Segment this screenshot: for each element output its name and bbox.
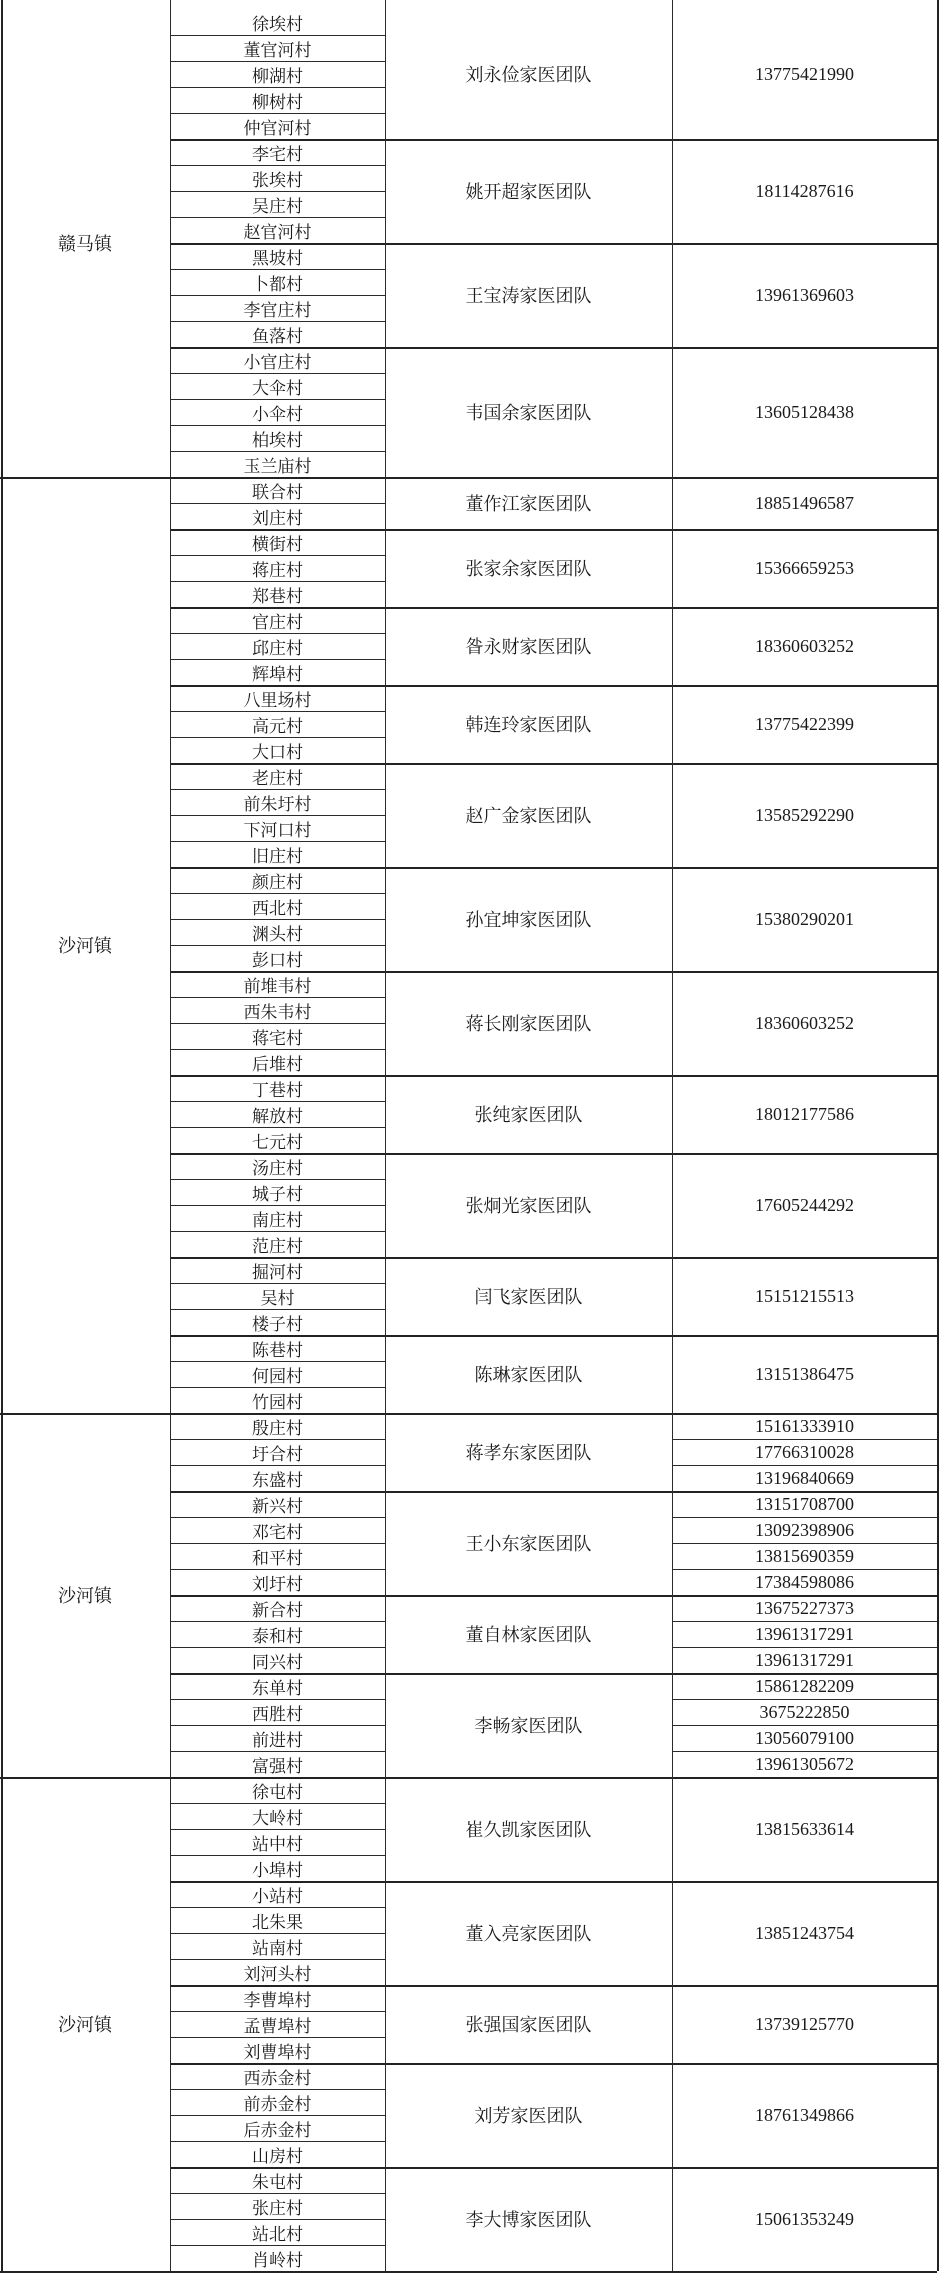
row-divider	[170, 61, 385, 62]
village-name: 高元村	[252, 716, 303, 737]
village-name: 小伞村	[252, 404, 303, 425]
village-name: 城子村	[252, 1184, 303, 1205]
village-name: 前堆韦村	[243, 976, 312, 997]
team-name: 刘永俭家医团队	[465, 65, 592, 86]
village-name: 大岭村	[252, 1808, 303, 1829]
phone-number[interactable]: 15061353249	[755, 2208, 854, 2229]
village-name: 刘庄村	[252, 508, 303, 529]
row-divider	[170, 1621, 385, 1622]
village-name: 殷庄村	[252, 1418, 303, 1439]
row-divider	[170, 737, 385, 738]
village-name: 柳树村	[252, 92, 303, 113]
row-divider	[170, 295, 385, 296]
phone-number[interactable]: 13056079100	[755, 1727, 854, 1748]
village-name: 刘圩村	[252, 1574, 303, 1595]
village-name: 陈巷村	[252, 1340, 303, 1361]
phone-number[interactable]: 13151708700	[755, 1493, 854, 1514]
phone-number[interactable]: 15151215513	[755, 1285, 854, 1306]
village-name: 站北村	[252, 2224, 303, 2245]
row-divider	[170, 1933, 385, 1934]
village-name: 邓宅村	[252, 1522, 303, 1543]
village-name: 泰和村	[252, 1626, 303, 1647]
team-name: 蒋长刚家医团队	[465, 1014, 592, 1035]
village-name: 辉埠村	[252, 664, 303, 685]
column-divider	[937, 0, 939, 2271]
village-name: 后堆村	[252, 1054, 303, 1075]
row-divider	[170, 191, 385, 192]
row-divider	[170, 1361, 385, 1362]
row-divider	[170, 2011, 385, 2012]
village-name: 掘河村	[252, 1262, 303, 1283]
phone-number[interactable]: 17384598086	[755, 1571, 854, 1592]
village-name: 玉兰庙村	[243, 456, 312, 477]
row-divider	[672, 1621, 937, 1622]
village-name: 新兴村	[252, 1496, 303, 1517]
village-name: 前朱圩村	[243, 794, 312, 815]
row-divider	[170, 997, 385, 998]
row-divider	[170, 633, 385, 634]
phone-number[interactable]: 18012177586	[755, 1103, 854, 1124]
village-name: 下河口村	[243, 820, 312, 841]
village-name: 七元村	[252, 1132, 303, 1153]
team-name: 韩连玲家医团队	[465, 715, 592, 736]
phone-number[interactable]: 13961317291	[755, 1623, 854, 1644]
row-divider	[170, 373, 385, 374]
village-name: 富强村	[252, 1756, 303, 1777]
village-name: 站南村	[252, 1938, 303, 1959]
row-divider	[170, 1725, 385, 1726]
team-name: 李大博家医团队	[465, 2210, 592, 2231]
village-name: 朱屯村	[252, 2172, 303, 2193]
phone-number[interactable]: 17766310028	[755, 1441, 854, 1462]
village-name: 西北村	[252, 898, 303, 919]
row-divider	[170, 815, 385, 816]
village-name: 孟曹埠村	[243, 2016, 312, 2037]
row-divider	[170, 1569, 385, 1570]
row-divider	[170, 1907, 385, 1908]
row-divider	[672, 1699, 937, 1700]
phone-number[interactable]: 13151386475	[755, 1363, 854, 1384]
column-divider	[385, 0, 386, 2271]
row-divider	[170, 1959, 385, 1960]
row-divider	[170, 1309, 385, 1310]
village-name: 竹园村	[252, 1392, 303, 1413]
row-divider	[170, 1205, 385, 1206]
phone-number[interactable]: 13196840669	[755, 1467, 854, 1488]
team-name: 韦国余家医团队	[465, 403, 592, 424]
phone-number[interactable]: 18114287616	[755, 180, 854, 201]
phone-number[interactable]: 15861282209	[755, 1675, 854, 1696]
row-divider	[170, 789, 385, 790]
village-name: 山房村	[252, 2146, 303, 2167]
row-divider	[170, 1803, 385, 1804]
column-divider	[170, 0, 171, 2271]
village-name: 小站村	[252, 1886, 303, 1907]
village-name: 李官庄村	[243, 300, 312, 321]
village-name: 何园村	[252, 1366, 303, 1387]
town-name: 沙河镇	[58, 936, 112, 957]
team-name: 赵广金家医团队	[465, 806, 592, 827]
row-divider	[170, 1699, 385, 1700]
phone-number[interactable]: 17605244292	[755, 1194, 854, 1215]
village-name: 蒋宅村	[252, 1028, 303, 1049]
village-name: 郑巷村	[252, 586, 303, 607]
row-divider	[170, 1127, 385, 1128]
village-name: 圩合村	[252, 1444, 303, 1465]
phone-number[interactable]: 13092398906	[755, 1519, 854, 1540]
row-divider	[170, 2037, 385, 2038]
row-divider	[170, 1283, 385, 1284]
row-divider	[170, 945, 385, 946]
row-divider	[170, 425, 385, 426]
village-name: 赵官河村	[243, 222, 312, 243]
village-name: 后赤金村	[243, 2120, 312, 2141]
phone-number[interactable]: 13961317291	[755, 1649, 854, 1670]
team-name: 闫飞家医团队	[474, 1287, 583, 1308]
village-name: 西朱韦村	[243, 1002, 312, 1023]
village-name: 董官河村	[243, 40, 312, 61]
village-name: 和平村	[252, 1548, 303, 1569]
phone-number[interactable]: 3675222850	[759, 1701, 850, 1722]
row-divider	[672, 1725, 937, 1726]
row-divider	[170, 1517, 385, 1518]
row-divider	[170, 451, 385, 452]
row-divider	[170, 1543, 385, 1544]
row-divider	[170, 87, 385, 88]
village-name: 黑坡村	[252, 248, 303, 269]
village-name: 大伞村	[252, 378, 303, 399]
village-name: 南庄村	[252, 1210, 303, 1231]
row-divider	[170, 1387, 385, 1388]
village-name: 同兴村	[252, 1652, 303, 1673]
row-divider	[170, 2141, 385, 2142]
phone-number[interactable]: 13675227373	[755, 1597, 854, 1618]
village-name: 西胜村	[252, 1704, 303, 1725]
row-divider	[672, 1517, 937, 1518]
phone-number[interactable]: 18360603252	[755, 635, 854, 656]
village-name: 邱庄村	[252, 638, 303, 659]
row-divider	[170, 1829, 385, 1830]
phone-number[interactable]: 13961305672	[755, 1753, 854, 1774]
row-divider	[170, 1855, 385, 1856]
column-divider	[672, 0, 673, 2271]
team-name: 张纯家医团队	[474, 1105, 583, 1126]
village-name: 柳湖村	[252, 66, 303, 87]
team-name: 张强国家医团队	[465, 2015, 592, 2036]
row-divider	[170, 269, 385, 270]
row-divider	[170, 1101, 385, 1102]
village-name: 张庄村	[252, 2198, 303, 2219]
phone-number[interactable]: 18360603252	[755, 1012, 854, 1033]
village-name: 彭口村	[252, 950, 303, 971]
row-divider	[170, 165, 385, 166]
village-name: 颜庄村	[252, 872, 303, 893]
village-name: 前赤金村	[243, 2094, 312, 2115]
row-divider	[170, 893, 385, 894]
row-divider	[170, 1647, 385, 1648]
village-name: 李宅村	[252, 144, 303, 165]
village-name: 八里场村	[243, 690, 312, 711]
row-divider	[170, 1049, 385, 1050]
row-divider	[170, 1179, 385, 1180]
village-name: 小埠村	[252, 1860, 303, 1881]
team-name: 孙宜坤家医团队	[465, 910, 592, 931]
town-name: 赣马镇	[58, 234, 112, 255]
town-name: 沙河镇	[58, 2015, 112, 2036]
village-name: 前进村	[252, 1730, 303, 1751]
row-divider	[170, 1231, 385, 1232]
row-divider	[170, 2219, 385, 2220]
row-divider	[170, 1023, 385, 1024]
village-name: 范庄村	[252, 1236, 303, 1257]
row-divider	[170, 2193, 385, 2194]
village-name: 渊头村	[252, 924, 303, 945]
phone-number[interactable]: 13815690359	[755, 1545, 854, 1566]
row-divider	[170, 113, 385, 114]
village-name: 刘河头村	[243, 1964, 312, 1985]
phone-number[interactable]: 15366659253	[755, 557, 854, 578]
village-name: 张埃村	[252, 170, 303, 191]
team-name: 张炯光家医团队	[465, 1196, 592, 1217]
row-divider	[0, 2271, 937, 2273]
village-name: 徐埃村	[252, 14, 303, 35]
village-name: 徐屯村	[252, 1782, 303, 1803]
row-divider	[170, 2115, 385, 2116]
village-name: 联合村	[252, 482, 303, 503]
team-name: 姚开超家医团队	[465, 182, 592, 203]
phone-number[interactable]: 13961369603	[755, 284, 854, 305]
row-divider	[170, 919, 385, 920]
team-name: 董入亮家医团队	[465, 1924, 592, 1945]
village-name: 丁巷村	[252, 1080, 303, 1101]
village-name: 北朱果	[252, 1912, 303, 1933]
column-divider	[1, 0, 3, 2271]
team-name: 李畅家医团队	[474, 1716, 583, 1737]
village-name: 解放村	[252, 1106, 303, 1127]
village-name: 李曹埠村	[243, 1990, 312, 2011]
phone-number[interactable]: 13739125770	[755, 2013, 854, 2034]
team-name: 董自林家医团队	[465, 1625, 592, 1646]
village-name: 官庄村	[252, 612, 303, 633]
row-divider	[170, 841, 385, 842]
village-name: 新合村	[252, 1600, 303, 1621]
row-divider	[170, 711, 385, 712]
village-name: 楼子村	[252, 1314, 303, 1335]
row-divider	[170, 1439, 385, 1440]
row-divider	[170, 399, 385, 400]
row-divider	[170, 555, 385, 556]
row-divider	[170, 659, 385, 660]
team-name: 蒋孝东家医团队	[465, 1443, 592, 1464]
team-name: 张家余家医团队	[465, 559, 592, 580]
village-name: 小官庄村	[243, 352, 312, 373]
village-name: 仲官河村	[243, 118, 312, 139]
phone-number[interactable]: 13775421990	[755, 63, 854, 84]
town-name: 沙河镇	[58, 1586, 112, 1607]
village-name: 柏埃村	[252, 430, 303, 451]
village-name: 鱼落村	[252, 326, 303, 347]
team-name: 王小东家医团队	[465, 1534, 592, 1555]
team-name: 崔久凯家医团队	[465, 1820, 592, 1841]
village-name: 吴庄村	[252, 196, 303, 217]
village-name: 东盛村	[252, 1470, 303, 1491]
village-name: 卜都村	[252, 274, 303, 295]
row-divider	[672, 1647, 937, 1648]
phone-number[interactable]: 13775422399	[755, 713, 854, 734]
phone-number[interactable]: 18761349866	[755, 2104, 854, 2125]
phone-number[interactable]: 18851496587	[755, 492, 854, 513]
row-divider	[170, 503, 385, 504]
row-divider	[672, 1439, 937, 1440]
row-divider	[672, 1543, 937, 1544]
team-name: 刘芳家医团队	[474, 2106, 583, 2127]
row-divider	[170, 321, 385, 322]
village-name: 大口村	[252, 742, 303, 763]
village-name: 横街村	[252, 534, 303, 555]
row-divider	[170, 2245, 385, 2246]
village-name: 汤庄村	[252, 1158, 303, 1179]
phone-number[interactable]: 15161333910	[755, 1415, 854, 1436]
village-name: 蒋庄村	[252, 560, 303, 581]
phone-number[interactable]: 13851243754	[755, 1922, 854, 1943]
phone-number[interactable]: 13815633614	[755, 1818, 854, 1839]
phone-number[interactable]: 13585292290	[755, 804, 854, 825]
village-name: 肖岭村	[252, 2250, 303, 2271]
village-name: 东单村	[252, 1678, 303, 1699]
team-name: 王宝涛家医团队	[465, 286, 592, 307]
team-name: 陈琳家医团队	[474, 1365, 583, 1386]
village-name: 老庄村	[252, 768, 303, 789]
village-name: 站中村	[252, 1834, 303, 1855]
row-divider	[170, 35, 385, 36]
row-divider	[672, 1465, 937, 1466]
row-divider	[672, 1751, 937, 1752]
team-name: 董作江家医团队	[465, 494, 592, 515]
row-divider	[170, 581, 385, 582]
row-divider	[170, 1751, 385, 1752]
village-name: 旧庄村	[252, 846, 303, 867]
row-divider	[170, 1465, 385, 1466]
village-name: 刘曹埠村	[243, 2042, 312, 2063]
village-name: 西赤金村	[243, 2068, 312, 2089]
row-divider	[170, 2089, 385, 2090]
row-divider	[672, 1569, 937, 1570]
team-name: 昝永财家医团队	[465, 637, 592, 658]
phone-number[interactable]: 13605128438	[755, 401, 854, 422]
row-divider	[170, 217, 385, 218]
phone-number[interactable]: 15380290201	[755, 908, 854, 929]
village-name: 吴村	[260, 1288, 295, 1309]
